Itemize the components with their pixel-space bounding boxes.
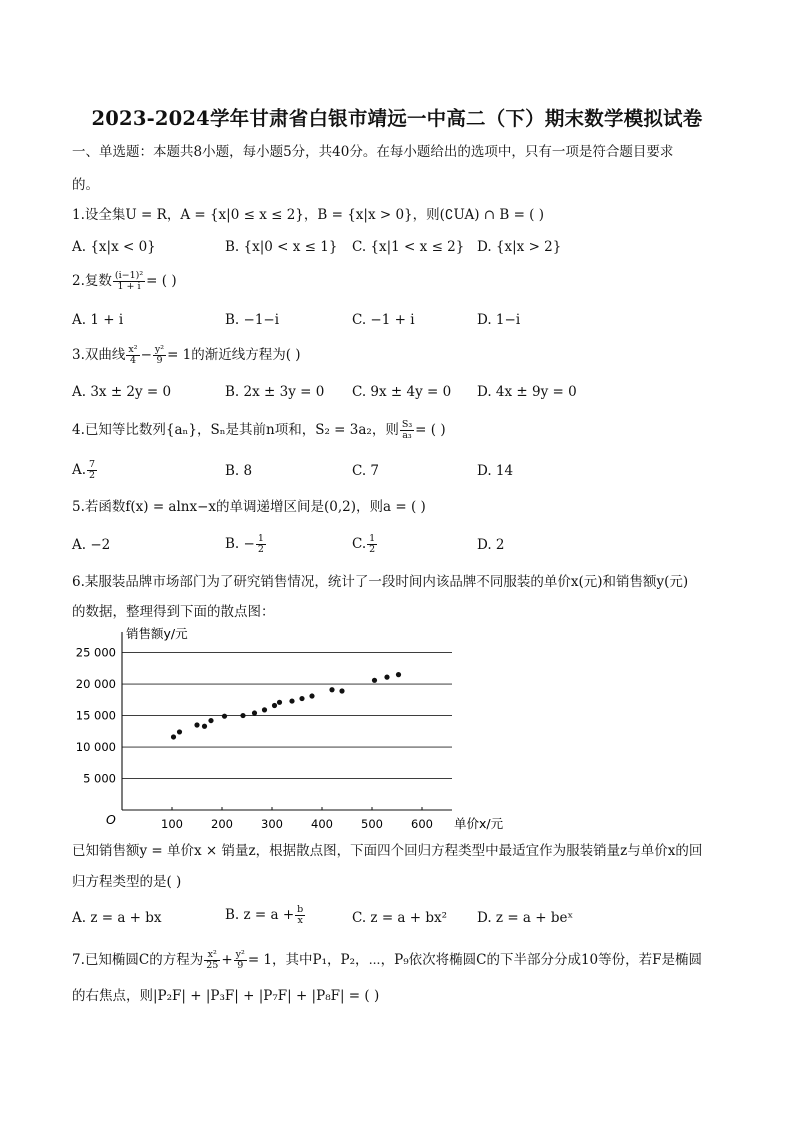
question-6-option-b-denominator: x <box>297 915 303 926</box>
question-6-stem-line2: 的数据，整理得到下面的散点图： <box>72 604 275 620</box>
question-4-stem-suffix: = ( ) <box>415 422 446 438</box>
chart-x-tick-label: 200 <box>211 817 233 831</box>
question-3-fraction-x-numerator: x² <box>128 344 138 355</box>
chart-points <box>171 672 401 740</box>
chart-point <box>171 734 176 739</box>
question-5-option-c-numerator: 1 <box>369 533 376 544</box>
question-3-fraction-x <box>126 345 139 366</box>
chart-point <box>277 700 282 705</box>
question-6-stem-line1: 6.某服装品牌市场部门为了研究销售情况，统计了一段时间内该品牌不同服装的单价x(元)和销售额y(元) <box>72 574 689 590</box>
chart-x-tick-label: 600 <box>411 817 433 831</box>
chart-x-tick-label: 500 <box>361 817 383 831</box>
chart-point <box>202 724 207 729</box>
chart-x-axis-label: 单价x/元 <box>454 816 504 831</box>
question-2-stem-prefix: 2.复数 <box>72 273 112 289</box>
question-5-stem: 5.若函数f(x) = alnx−x的单调递增区间是(0,2)，则a = ( ) <box>72 499 426 515</box>
chart-grid <box>122 653 452 779</box>
question-6-option-c: C. z = a + bx² <box>352 910 448 926</box>
chart-y-axis-label: 销售额y/元 <box>126 626 188 641</box>
question-5-option-b-prefix: B. − <box>225 536 255 552</box>
question-5-option-c <box>352 534 378 555</box>
question-3-stem <box>72 345 301 366</box>
question-2-option-c: C. −1 + i <box>352 312 415 328</box>
chart-point <box>372 678 377 683</box>
question-4-fraction-denominator: a₃ <box>402 430 412 441</box>
question-2-stem-suffix: = ( ) <box>146 273 177 289</box>
question-4-option-a <box>72 460 98 481</box>
chart-point <box>208 718 213 723</box>
chart-y-tick-label: 10 000 <box>75 740 116 755</box>
question-6-after-line2: 归方程类型的是( ) <box>72 874 182 890</box>
chart-axes <box>122 632 452 810</box>
question-2-fraction-denominator: 1 + i <box>117 281 141 292</box>
question-4-option-d: D. 14 <box>477 463 514 479</box>
question-7-fraction-x-denominator: 25 <box>206 960 219 971</box>
question-7-fraction-y-numerator: y² <box>235 949 245 960</box>
question-1-option-d: D. {x|x > 2} <box>477 239 562 255</box>
question-5-option-c-fraction <box>367 534 377 555</box>
question-5-option-b <box>225 534 267 555</box>
question-6-option-b-prefix: B. z = a + <box>225 907 295 923</box>
question-4-option-a-prefix: A. <box>72 462 87 478</box>
question-7-stem-prefix: 7.已知椭圆C的方程为 <box>72 952 204 968</box>
question-1-option-c: C. {x|1 < x ≤ 2} <box>352 239 465 255</box>
question-5-option-b-numerator: 1 <box>257 533 264 544</box>
question-6-option-a: A. z = a + bx <box>72 910 162 926</box>
question-4-option-a-fraction <box>87 460 97 481</box>
question-3-option-a: A. 3x ± 2y = 0 <box>72 384 172 400</box>
question-5-option-c-prefix: C. <box>352 536 367 552</box>
section-instructions-line2: 的。 <box>72 177 99 193</box>
question-4-fraction-numerator: S₃ <box>401 419 413 430</box>
chart-point <box>252 710 257 715</box>
question-4-option-a-numerator: 7 <box>89 459 96 470</box>
chart-point <box>177 729 182 734</box>
question-7-stem-suffix: = 1，其中P₁，P₂，⋯，P₉依次将椭圆C的下半部分分成10等份，若F是椭圆 <box>247 952 703 968</box>
chart-point <box>339 688 344 693</box>
question-2-option-a: A. 1 + i <box>72 312 124 328</box>
chart-tick-labels <box>76 646 433 831</box>
chart-point <box>384 675 389 680</box>
chart-x-tick-label: 300 <box>261 817 283 831</box>
chart-y-tick-label: 25 000 <box>75 645 116 660</box>
chart-x-tick-label: 100 <box>161 817 183 831</box>
question-7-plus: + <box>221 952 233 968</box>
question-1-option-a: A. {x|x < 0} <box>72 239 156 255</box>
question-4-stem-prefix: 4.已知等比数列{aₙ}，Sₙ是其前n项和，S₂ = 3a₂，则 <box>72 422 399 438</box>
question-2-stem <box>72 271 177 292</box>
question-7-fraction-x <box>204 950 220 971</box>
question-7-stem-line1 <box>72 950 702 971</box>
question-2-option-d: D. 1−i <box>477 312 521 328</box>
question-4-option-a-denominator: 2 <box>89 470 96 481</box>
question-1-stem: 1.设全集U = R，A = {x|0 ≤ x ≤ 2}，B = {x|x > 0}，则(∁UA) ∩ B = ( ) <box>72 207 544 223</box>
question-4-stem <box>72 420 446 441</box>
question-3-fraction-x-denominator: 4 <box>129 355 136 366</box>
chart-point <box>262 707 267 712</box>
question-1-option-b: B. {x|0 < x ≤ 1} <box>225 239 338 255</box>
question-5-option-b-fraction <box>256 534 266 555</box>
question-7-fraction-y <box>234 950 247 971</box>
chart-point <box>289 698 294 703</box>
question-5-option-d: D. 2 <box>477 537 505 553</box>
question-6-option-b-numerator: b <box>297 904 304 915</box>
question-6-option-b-fraction <box>295 905 305 926</box>
question-2-fraction <box>113 271 145 292</box>
question-2-fraction-numerator: (i−1)² <box>114 270 144 281</box>
question-3-stem-prefix: 3.双曲线 <box>72 347 126 363</box>
section-instructions-line1: 一、单选题：本题共8小题，每小题5分，共40分。在每小题给出的选项中，只有一项是符合题目要求 <box>72 144 674 160</box>
chart-point <box>329 687 334 692</box>
chart-y-tick-label: 20 000 <box>75 677 116 692</box>
scatter-plot <box>60 626 510 836</box>
question-2-option-b: B. −1−i <box>225 312 280 328</box>
question-5-option-c-denominator: 2 <box>369 544 376 555</box>
chart-point <box>309 693 314 698</box>
question-5-option-b-denominator: 2 <box>257 544 264 555</box>
question-7-stem-line2: 的右焦点，则|P₂F| + |P₃F| + |P₇F| + |P₈F| = ( ) <box>72 988 380 1004</box>
question-4-fraction <box>400 420 414 441</box>
question-7-fraction-y-denominator: 9 <box>237 960 244 971</box>
question-5-option-a: A. −2 <box>72 537 111 553</box>
question-3-fraction-y <box>153 345 166 366</box>
question-3-fraction-y-denominator: 9 <box>156 355 163 366</box>
chart-point <box>194 722 199 727</box>
chart-point <box>272 703 277 708</box>
question-6-option-d: D. z = a + beˣ <box>477 910 574 926</box>
question-4-option-b: B. 8 <box>225 463 253 479</box>
question-3-stem-suffix: = 1的渐近线方程为( ) <box>167 347 301 363</box>
question-3-fraction-y-numerator: y² <box>154 344 165 355</box>
question-4-option-c: C. 7 <box>352 463 380 479</box>
chart-point <box>299 696 304 701</box>
question-3-option-c: C. 9x ± 4y = 0 <box>352 384 452 400</box>
chart-point <box>396 672 401 677</box>
question-3-minus: − <box>140 347 152 363</box>
chart-y-tick-label: 15 000 <box>75 708 116 723</box>
question-3-option-d: D. 4x ± 9y = 0 <box>477 384 577 400</box>
chart-x-tick-label: 400 <box>311 817 333 831</box>
question-3-option-b: B. 2x ± 3y = 0 <box>225 384 325 400</box>
question-6-after-line1: 已知销售额y = 单价x × 销量z，根据散点图，下面四个回归方程类型中最适宜作为服装销量z与单价x的回 <box>72 843 703 859</box>
exam-title: 2023-2024学年甘肃省白银市靖远一中高二（下）期末数学模拟试卷 <box>91 107 703 130</box>
chart-point <box>240 713 245 718</box>
question-7-fraction-x-numerator: x² <box>204 950 220 961</box>
chart-y-tick-label: 5 000 <box>83 771 116 786</box>
question-6-option-b <box>225 905 306 926</box>
chart-point <box>222 714 227 719</box>
chart-origin-label: O <box>106 812 116 827</box>
